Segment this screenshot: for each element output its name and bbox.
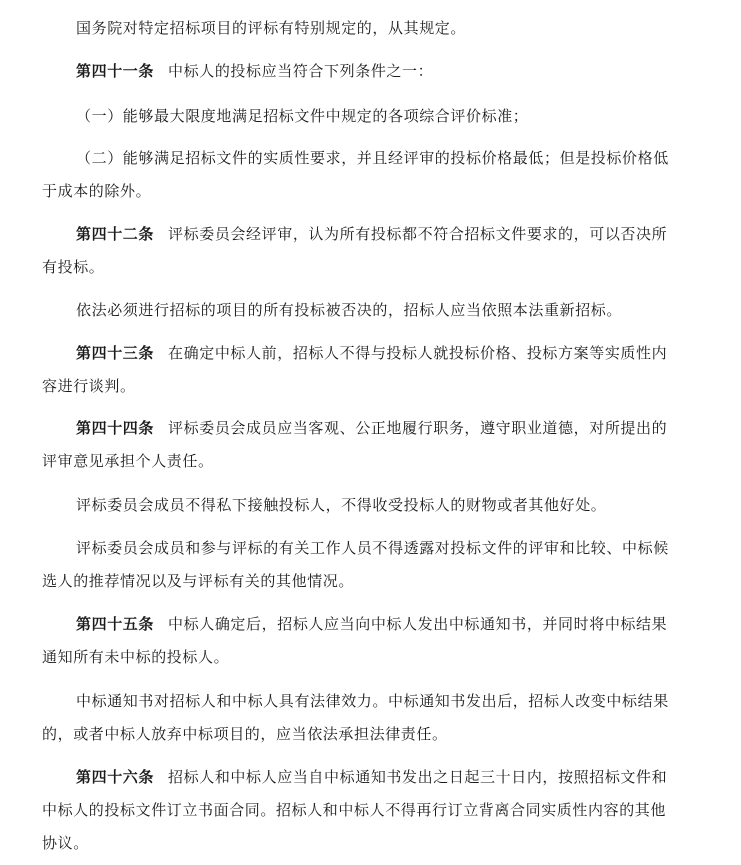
paragraph: [42, 532, 672, 598]
article-number: 第四十五条: [76, 615, 155, 633]
paragraph: [42, 100, 672, 133]
paragraph-text: 招标人和中标人应当自中标通知书发出之日起三十日内，按照招标文件和中标人的投标文件订立书面合同。招标人和中标人不得再行订立背离合同实质性内容的其他协议。: [42, 768, 668, 852]
paragraph-text: （一）能够最大限度地满足招标文件中规定的各项综合评价标准；: [76, 107, 529, 125]
paragraph: [42, 294, 672, 327]
paragraph: [42, 489, 672, 522]
paragraph: [42, 142, 672, 208]
article-43: [42, 337, 672, 403]
article-45: [42, 608, 672, 674]
paragraph-text: （二）能够满足招标文件的实质性要求，并且经评审的投标价格最低；但是投标价格低于成本的除外。: [42, 149, 669, 200]
paragraph-text: 评标委员会成员应当客观、公正地履行职务，遵守职业道德，对所提出的评审意见承担个人责任。: [42, 419, 668, 470]
paragraph-text: 依法必须进行招标的项目的所有投标被否决的，招标人应当依照本法重新招标。: [76, 301, 623, 319]
paragraph-text: 评标委员会成员和参与评标的有关工作人员不得透露对投标文件的评审和比较、中标候选人的推荐情况以及与评标有关的其他情况。: [42, 539, 669, 590]
paragraph-text: 评标委员会经评审，认为所有投标都不符合招标文件要求的，可以否决所有投标。: [42, 225, 668, 276]
paragraph-text: 中标通知书对招标人和中标人具有法律效力。中标通知书发出后，招标人改变中标结果的，或者中标人放弃中标项目的，应当依法承担法律责任。: [42, 692, 669, 743]
article-number: 第四十六条: [76, 768, 155, 786]
paragraph: [42, 12, 672, 45]
article-number: 第四十四条: [76, 419, 155, 437]
paragraph-text: 中标人的投标应当符合下列条件之一：: [168, 62, 434, 80]
article-number: 第四十一条: [76, 62, 155, 80]
article-number: 第四十二条: [76, 225, 155, 243]
paragraph-text: 国务院对特定招标项目的评标有特别规定的，从其规定。: [76, 19, 467, 37]
paragraph-text: 评标委员会成员不得私下接触投标人，不得收受投标人的财物或者其他好处。: [76, 496, 607, 514]
article-42: [42, 218, 672, 284]
paragraph-text: 中标人确定后，招标人应当向中标人发出中标通知书，并同时将中标结果通知所有未中标的投标人。: [42, 615, 668, 666]
article-number: 第四十三条: [76, 344, 155, 362]
paragraph-text: 在确定中标人前，招标人不得与投标人就投标价格、投标方案等实质性内容进行谈判。: [42, 344, 668, 395]
article-41: [42, 55, 672, 88]
article-44: [42, 412, 672, 478]
article-46: [42, 761, 672, 860]
paragraph: [42, 685, 672, 751]
